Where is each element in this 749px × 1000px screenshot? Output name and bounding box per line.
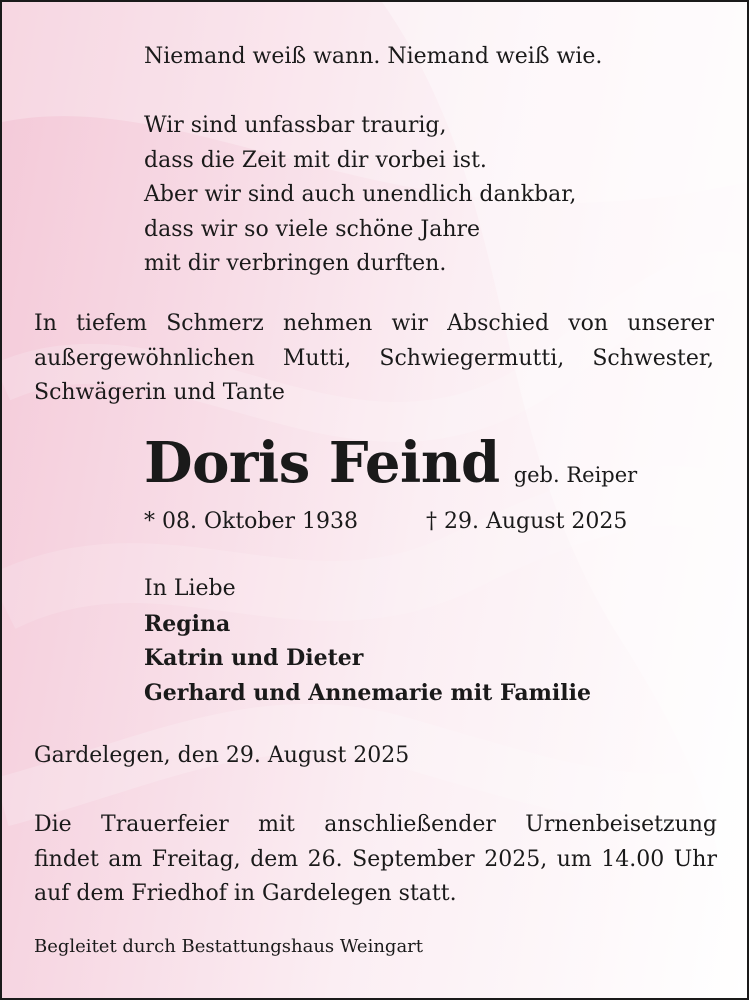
mourner-name: Gerhard und Annemarie mit Familie xyxy=(144,679,591,706)
mourner-name: Katrin und Dieter xyxy=(144,645,364,671)
ceremony-text xyxy=(34,808,717,912)
place-date: Gardelegen, den 29. August 2025 xyxy=(34,743,410,768)
ceremony-line: Die Trauerfeier mit anschließender Urnenbeisetzung xyxy=(34,812,717,837)
poem-stanza xyxy=(144,109,576,282)
deceased-name: Doris Feind xyxy=(144,430,500,496)
intro-text xyxy=(34,307,714,411)
intro-line: außergewöhnlichen Mutti, Schwiegermutti, Schwester, xyxy=(34,345,714,371)
funeral-home: Begleitet durch Bestattungshaus Weingart xyxy=(34,936,424,957)
poem-line: Aber wir sind auch unendlich dankbar, xyxy=(144,182,577,207)
mourner-name: Regina xyxy=(144,610,231,637)
birth-date: * 08. Oktober 1938 xyxy=(144,509,359,534)
poem-line: dass die Zeit mit dir vorbei ist. xyxy=(144,147,487,173)
poem-first-line: Niemand weiß wann. Niemand weiß wie. xyxy=(144,44,603,69)
ceremony-line: auf dem Friedhof in Gardelegen statt. xyxy=(34,881,457,906)
poem-line: dass wir so viele schöne Jahre xyxy=(144,216,481,242)
maiden-name: geb. Reiper xyxy=(513,463,638,487)
mourners-block xyxy=(144,572,591,710)
poem-line: Wir sind unfassbar traurig, xyxy=(144,113,447,138)
poem-line: mit dir verbringen durften. xyxy=(144,251,447,276)
death-date: † 29. August 2025 xyxy=(426,509,628,534)
intro-line: In tiefem Schmerz nehmen wir Abschied von unserer xyxy=(34,311,714,336)
mourners-intro: In Liebe xyxy=(144,576,236,601)
intro-line: Schwägerin und Tante xyxy=(34,380,285,405)
ceremony-line: findet am Freitag, dem 26. September 2025, um 14.00 Uhr xyxy=(34,846,717,872)
deceased-name-row xyxy=(144,430,637,496)
